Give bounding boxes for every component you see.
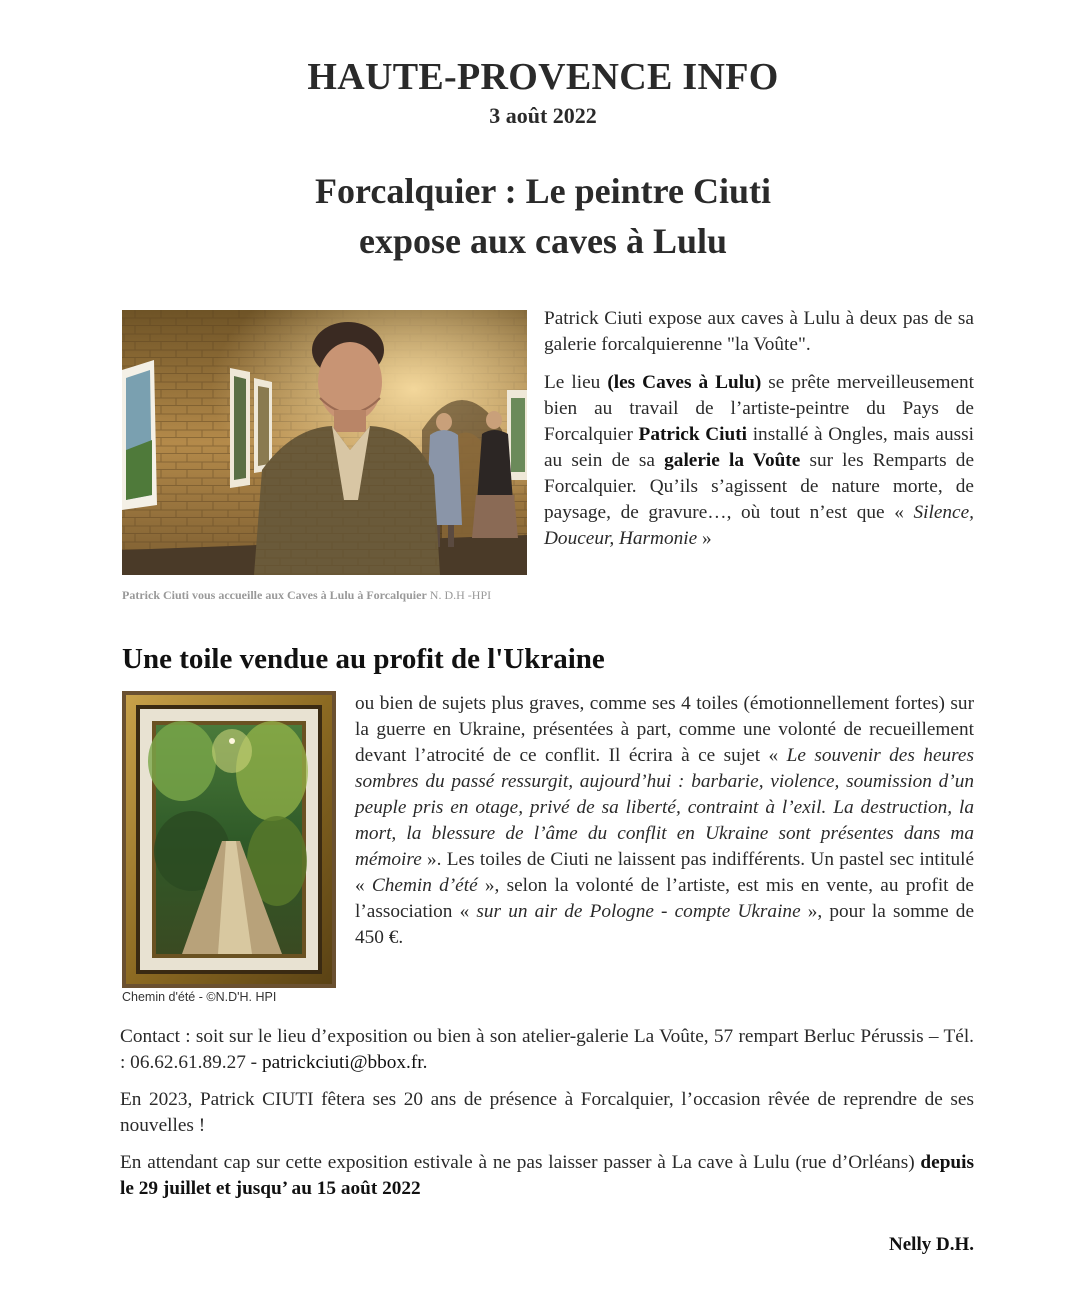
article-headline [0,166,1086,266]
venue-paragraph: Le lieu (les Caves à Lulu) se prête merveilleusement bien au travail de l’artiste-peintre du Pays de Forcalquier Patrick Ciuti installé à Ongles, mais aussi au sein de sa galerie la Voûte sur les Remparts de Forcalquier. Qu’ils s’agissent de nature morte, de paysage, de gravure…, où tout n’est que « Silence, Douceur, Harmonie » [544,372,974,549]
artist-quote: Le souvenir des heures sombres du passé ressurgit, aujourd’hui : barbarie, violence, soumission d’un peuple pris en otage, privé de sa liberté, contraint à l’exil. La destruction, la mort, la blessure de l’âme du conflit en Ukraine sont présentes dans ma mémoire [355,745,974,870]
intro-column [544,306,974,552]
ukraine-column [355,691,974,951]
caption-credit: N. D.H -HPI [429,588,492,602]
artist-photo-caption [122,588,722,603]
section-heading: Une toile vendue au profit de l'Ukraine [122,643,605,675]
association-name: sur un air de Pologne - compte Ukraine [476,901,801,922]
exhibition-dates-paragraph: En attendant cap sur cette exposition estivale à ne pas laisser passer à La cave à Lulu (rue d’Orléans) depuis le 29 juillet et jusqu’ au 15 août 2022 [120,1152,974,1199]
artist-name: Patrick Ciuti [638,424,748,445]
painting-caption: Chemin d'été - ©N.D'H. HPI [122,990,277,1004]
caption-text: Patrick Ciuti vous accueille aux Caves à Lulu à Forcalquier [122,588,427,602]
anniversary-paragraph: En 2023, Patrick CIUTI fêtera ses 20 ans de présence à Forcalquier, l’occasion rêvée de reprendre de ses nouvelles ! [120,1089,974,1136]
painting-title: Chemin d’été [371,875,478,896]
contact-paragraph: Contact : soit sur le lieu d’exposition ou bien à son atelier-galerie La Voûte, 57 rempart Berluc Pérussis – Tél. : 06.62.61.89.27 - patrickciuti@bbox.fr. [120,1026,974,1073]
quote-harmony: Silence, Douceur, Harmonie [544,502,974,549]
gallery-name: galerie la Voûte [664,450,801,471]
headline-line-1: Forcalquier : Le peintre Ciuti [315,171,771,211]
publication-date: 3 août 2022 [489,103,597,128]
intro-paragraph: Patrick Ciuti expose aux caves à Lulu à deux pas de sa galerie forcalquierenne "la Voûte". [544,308,974,355]
venue-name: (les Caves à Lulu) [607,372,762,393]
exhibition-dates: depuis le 29 juillet et jusqu’ au 15 août 2022 [120,1152,974,1199]
author-signature: Nelly D.H. [889,1234,974,1255]
artist-photo [122,310,527,575]
ukraine-paragraph: ou bien de sujets plus graves, comme ses 4 toiles (émotionnellement fortes) sur la guerre en Ukraine, présentées à part, comme une volonté de recueillement devant l’atrocité de ce conflit. Il écrira à ce sujet « Le souvenir des heures sombres du passé ressurgit, aujourd’hui : barbarie, violence, soumission d’un peuple pris en otage, privé de sa liberté, contraint à l’exil. La destruction, la mort, la blessure de l’âme du conflit en Ukraine sont présentes dans ma mémoire ». Les toiles de Ciuti ne laissent pas indifférents. Un pastel sec intitulé « Chemin d’été », selon la volonté de l’artiste, est mis en vente, au profit de l’association « sur un air de Pologne - compte Ukraine », pour la somme de 450 €. [355,693,975,948]
bottom-section [120,1024,974,1202]
contact-email[interactable]: patrickciuti@bbox.fr. [261,1052,428,1073]
painting-photo [122,691,336,988]
headline-line-2: expose aux caves à Lulu [358,221,728,261]
newspaper-title: HAUTE-PROVENCE INFO [307,56,779,98]
